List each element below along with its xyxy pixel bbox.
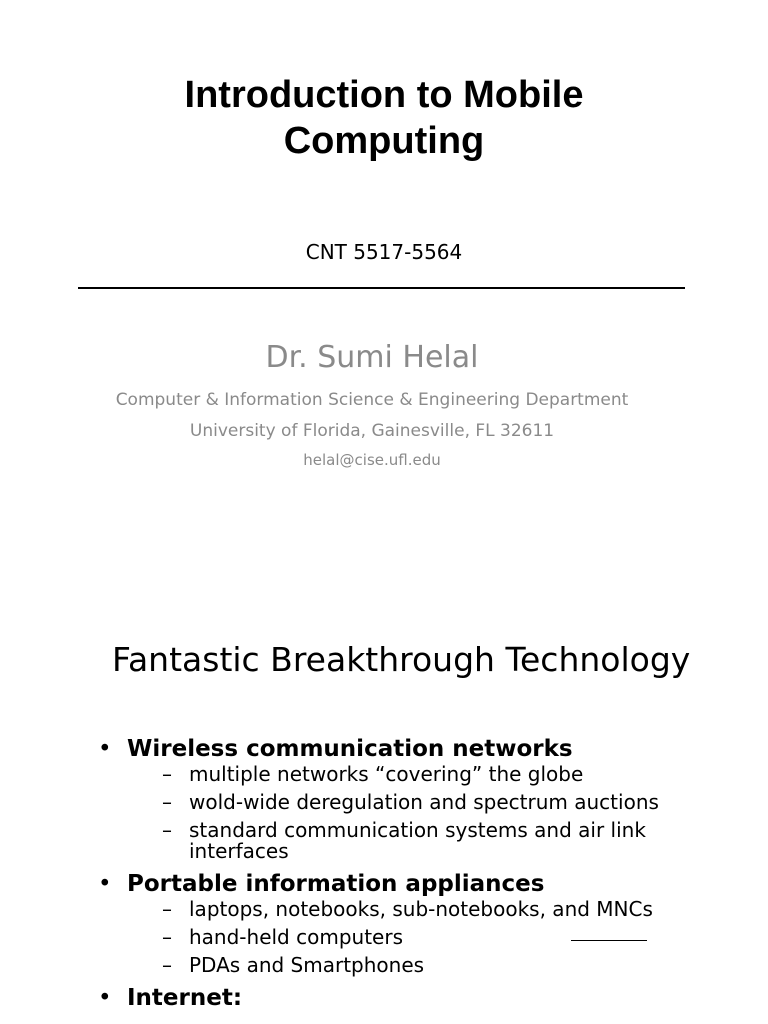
author-name: Dr. Sumi Helal: [265, 340, 479, 375]
sub-bullet-text: laptops, notebooks, sub-notebooks, and MNCs: [189, 897, 653, 921]
sub-bullet-text: hand-held computers: [189, 925, 403, 949]
dash-icon: –: [162, 925, 172, 949]
sub-bullet-text: standard communication systems and air link interfaces: [189, 818, 646, 863]
bullet-dot-icon: •: [98, 736, 112, 762]
sub-bullet-item: [127, 955, 738, 976]
sub-bullet-item: [127, 820, 738, 862]
slide-title-line-1: Introduction to Mobile: [184, 74, 584, 116]
dash-icon: –: [162, 790, 172, 814]
bullet-item: [98, 983, 738, 1013]
department-name: Computer & Information Science & Engineering Department: [115, 390, 629, 410]
divider-line: [78, 287, 685, 289]
sub-bullet-item: [127, 899, 738, 920]
slide-title-line-2: Computing: [283, 120, 485, 162]
university-address: University of Florida, Gainesville, FL 32611: [189, 421, 555, 441]
slide-title: [0, 72, 768, 164]
bullet-item: [98, 869, 738, 976]
course-code: CNT 5517-5564: [305, 240, 463, 264]
dash-icon: –: [162, 953, 172, 977]
bullet-item: [98, 734, 738, 862]
bullet-label: Wireless communication networks: [127, 736, 573, 762]
dash-icon: –: [162, 818, 172, 842]
bullet-list: [98, 734, 738, 1015]
author-email: helal@cise.ufl.edu: [303, 451, 441, 469]
sub-bullet-item: [127, 927, 738, 948]
dash-icon: –: [162, 762, 172, 786]
dash-icon: –: [162, 897, 172, 921]
content-slide: [0, 600, 768, 1024]
sub-bullet-item: [127, 764, 738, 785]
sub-bullet-text: PDAs and Smartphones: [189, 953, 425, 977]
sub-bullet-item: [127, 792, 738, 813]
content-slide-title: Fantastic Breakthrough Technology: [112, 640, 691, 679]
bullet-label: Portable information appliances: [127, 871, 545, 897]
bullet-dot-icon: •: [98, 985, 112, 1011]
sub-bullet-list: [127, 899, 738, 976]
bullet-label: Internet:: [127, 985, 243, 1011]
underline-mark: [571, 940, 647, 941]
sub-bullet-list: [127, 764, 738, 862]
bullet-dot-icon: •: [98, 871, 112, 897]
sub-bullet-text: multiple networks “covering” the globe: [189, 762, 584, 786]
sub-bullet-text: wold-wide deregulation and spectrum auctions: [189, 790, 659, 814]
